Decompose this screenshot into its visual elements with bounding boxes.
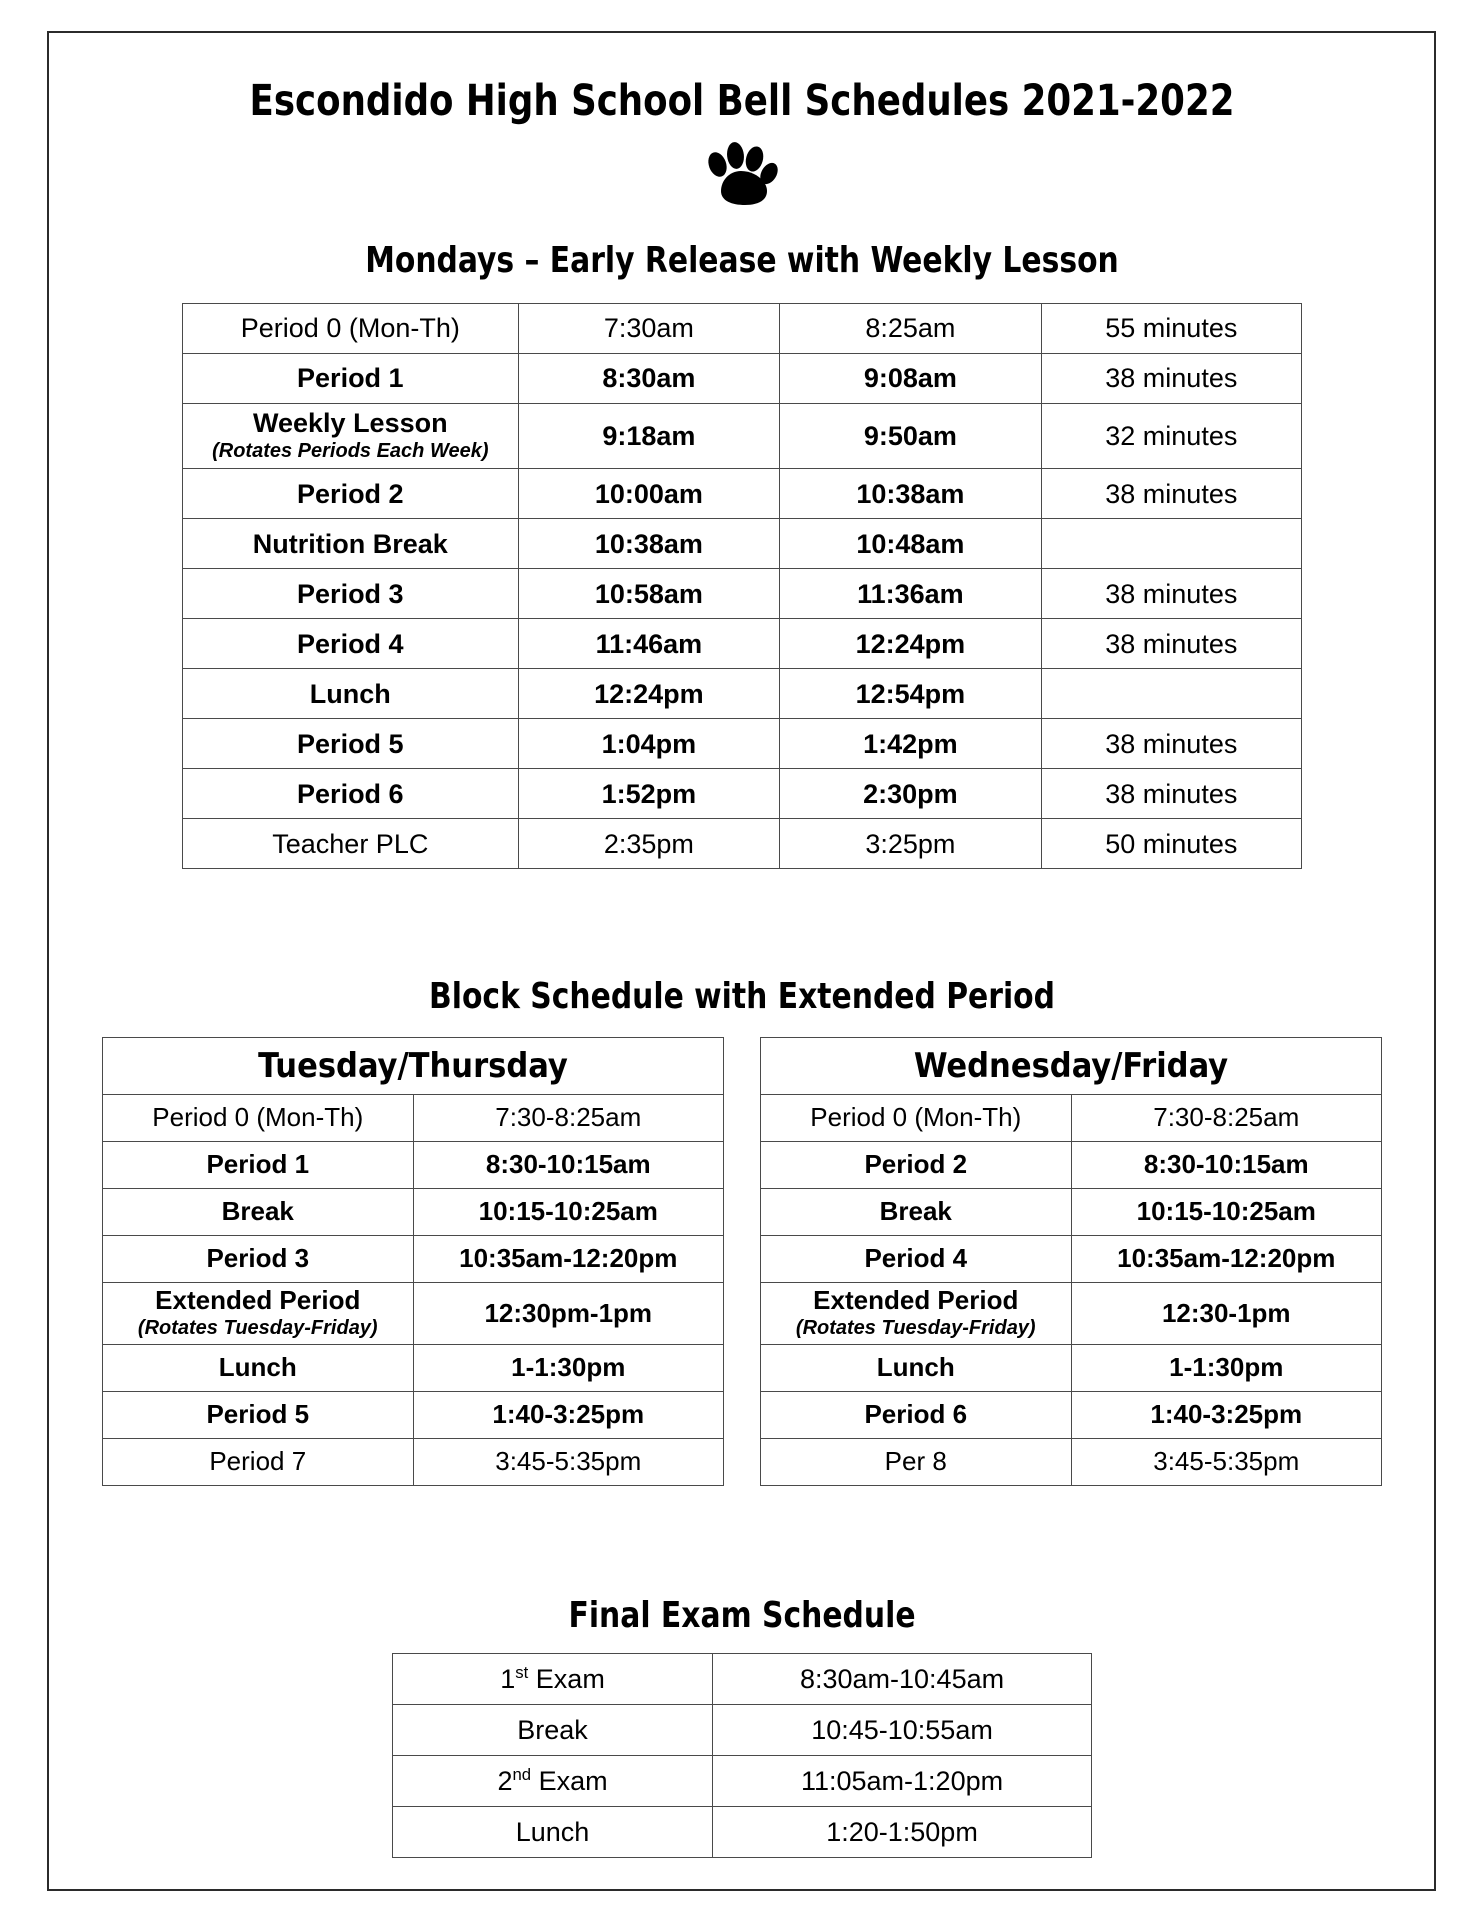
row-label: Break: [393, 1705, 713, 1756]
row-time: 1-1:30pm: [413, 1344, 724, 1391]
table-row: [761, 1188, 1382, 1235]
table-row: [103, 1282, 724, 1344]
mondays-table-container: [0, 303, 1484, 869]
row-time: 10:15-10:25am: [1071, 1188, 1382, 1235]
row-start-time: 10:38am: [518, 519, 780, 569]
row-label: Lunch: [761, 1344, 1072, 1391]
final-exam-table-body: [393, 1654, 1092, 1858]
row-label: Extended Period (Rotates Tuesday-Friday): [103, 1282, 414, 1344]
row-end-time: 11:36am: [780, 569, 1042, 619]
row-label: Per 8: [761, 1438, 1072, 1485]
row-end-time: 9:50am: [780, 403, 1042, 468]
tuesday-thursday-body: [103, 1094, 724, 1485]
row-start-time: 2:35pm: [518, 819, 780, 869]
row-label: Period 4: [183, 619, 519, 669]
row-end-time: 9:08am: [780, 353, 1042, 403]
row-time: 8:30-10:15am: [413, 1141, 724, 1188]
table-row: [183, 469, 1302, 519]
table-row: [183, 519, 1302, 569]
row-time: 10:15-10:25am: [413, 1188, 724, 1235]
wednesday-friday-header: Wednesday/Friday: [761, 1037, 1382, 1094]
row-time: 7:30-8:25am: [1071, 1094, 1382, 1141]
row-label: Period 6: [183, 769, 519, 819]
row-label: Nutrition Break: [183, 519, 519, 569]
row-time: 3:45-5:35pm: [1071, 1438, 1382, 1485]
table-row: [103, 1438, 724, 1485]
row-start-time: 8:30am: [518, 353, 780, 403]
spacer-after-mondays: [0, 869, 1484, 977]
row-label: Period 5: [103, 1391, 414, 1438]
tuesday-thursday-table: [102, 1037, 724, 1486]
row-label: Teacher PLC: [183, 819, 519, 869]
table-row: [761, 1141, 1382, 1188]
mondays-schedule-table: [182, 303, 1302, 869]
table-row: [761, 1235, 1382, 1282]
row-time: 12:30-1pm: [1071, 1282, 1382, 1344]
wednesday-friday-body: [761, 1094, 1382, 1485]
table-row: [761, 1438, 1382, 1485]
row-label: Period 3: [183, 569, 519, 619]
row-end-time: 12:24pm: [780, 619, 1042, 669]
table-row: [103, 1235, 724, 1282]
row-label: Period 0 (Mon-Th): [183, 303, 519, 353]
row-label: Period 6: [761, 1391, 1072, 1438]
table-row: [393, 1705, 1092, 1756]
row-time: 10:35am-12:20pm: [413, 1235, 724, 1282]
row-start-time: 10:58am: [518, 569, 780, 619]
row-end-time: 1:42pm: [780, 719, 1042, 769]
final-exam-schedule-table: [392, 1653, 1092, 1858]
table-row: [183, 769, 1302, 819]
row-start-time: 1:04pm: [518, 719, 780, 769]
row-label: Period 2: [183, 469, 519, 519]
row-time: 1:40-3:25pm: [413, 1391, 724, 1438]
table-row: [183, 819, 1302, 869]
row-label: Period 5: [183, 719, 519, 769]
row-duration: 50 minutes: [1041, 819, 1301, 869]
row-duration: 38 minutes: [1041, 719, 1301, 769]
row-end-time: 10:48am: [780, 519, 1042, 569]
row-start-time: 7:30am: [518, 303, 780, 353]
ordinal-suffix: st: [515, 1663, 529, 1683]
row-end-time: 12:54pm: [780, 669, 1042, 719]
table-row: [393, 1807, 1092, 1858]
row-end-time: 8:25am: [780, 303, 1042, 353]
row-time: 1:40-3:25pm: [1071, 1391, 1382, 1438]
table-row: [183, 303, 1302, 353]
row-label: Lunch: [393, 1807, 713, 1858]
table-row: [761, 1344, 1382, 1391]
table-row: [761, 1094, 1382, 1141]
final-exam-table-container: [0, 1653, 1484, 1858]
logo-container: [0, 141, 1484, 213]
tuesday-thursday-header: Tuesday/Thursday: [103, 1037, 724, 1094]
row-label: Weekly Lesson (Rotates Periods Each Week): [183, 403, 519, 468]
row-time: 11:05am-1:20pm: [713, 1756, 1092, 1807]
table-row: [761, 1282, 1382, 1344]
table-row: [393, 1756, 1092, 1807]
row-label: Period 1: [103, 1141, 414, 1188]
row-label: Period 1: [183, 353, 519, 403]
row-time: 8:30-10:15am: [1071, 1141, 1382, 1188]
row-time: 1-1:30pm: [1071, 1344, 1382, 1391]
row-label: 1st Exam: [393, 1654, 713, 1705]
row-start-time: 1:52pm: [518, 769, 780, 819]
row-label: 2nd Exam: [393, 1756, 713, 1807]
row-label: Lunch: [103, 1344, 414, 1391]
block-section-heading: Block Schedule with Extended Period: [429, 976, 1055, 1018]
table-row: [103, 1094, 724, 1141]
row-end-time: 2:30pm: [780, 769, 1042, 819]
row-duration: [1041, 669, 1301, 719]
row-label: Break: [103, 1188, 414, 1235]
table-row: [183, 353, 1302, 403]
table-row: [103, 1344, 724, 1391]
row-note: (Rotates Tuesday-Friday): [137, 1316, 378, 1339]
row-duration: 38 minutes: [1041, 469, 1301, 519]
table-row: [183, 403, 1302, 468]
paw-print-icon: [705, 141, 779, 207]
row-duration: 38 minutes: [1041, 769, 1301, 819]
row-time: 3:45-5:35pm: [413, 1438, 724, 1485]
spacer-after-block: [0, 1486, 1484, 1596]
row-time: 7:30-8:25am: [413, 1094, 724, 1141]
wednesday-friday-table: [760, 1037, 1382, 1486]
ordinal-suffix: nd: [512, 1765, 532, 1785]
table-row: [103, 1141, 724, 1188]
row-label: Break: [761, 1188, 1072, 1235]
table-row: [183, 669, 1302, 719]
row-duration: 32 minutes: [1041, 403, 1301, 468]
table-row: [183, 719, 1302, 769]
row-label: Period 0 (Mon-Th): [103, 1094, 414, 1141]
row-time: 1:20-1:50pm: [713, 1807, 1092, 1858]
block-tables-container: [0, 1037, 1484, 1486]
row-time: 8:30am-10:45am: [713, 1654, 1092, 1705]
row-start-time: 12:24pm: [518, 669, 780, 719]
row-label: Period 2: [761, 1141, 1072, 1188]
row-time: 10:45-10:55am: [713, 1705, 1092, 1756]
mondays-section-heading: Mondays – Early Release with Weekly Lesson: [365, 240, 1119, 282]
row-label: Period 3: [103, 1235, 414, 1282]
final-exam-section-heading: Final Exam Schedule: [568, 1594, 916, 1636]
row-label: Lunch: [183, 669, 519, 719]
table-row: [761, 1391, 1382, 1438]
table-row: [183, 619, 1302, 669]
row-duration: [1041, 519, 1301, 569]
row-start-time: 9:18am: [518, 403, 780, 468]
table-row: [183, 569, 1302, 619]
row-label: Period 0 (Mon-Th): [761, 1094, 1072, 1141]
row-duration: 55 minutes: [1041, 303, 1301, 353]
mondays-table-body: [183, 303, 1302, 868]
row-time: 12:30pm-1pm: [413, 1282, 724, 1344]
table-row: [393, 1654, 1092, 1705]
page-title: Escondido High School Bell Schedules 2021-2022: [249, 76, 1235, 126]
row-duration: 38 minutes: [1041, 619, 1301, 669]
row-note: (Rotates Periods Each Week): [212, 440, 489, 463]
row-note: (Rotates Tuesday-Friday): [795, 1316, 1036, 1339]
table-row: [103, 1188, 724, 1235]
row-time: 10:35am-12:20pm: [1071, 1235, 1382, 1282]
row-label: Period 4: [761, 1235, 1072, 1282]
row-label: Extended Period (Rotates Tuesday-Friday): [761, 1282, 1072, 1344]
row-label: Period 7: [103, 1438, 414, 1485]
row-start-time: 11:46am: [518, 619, 780, 669]
row-end-time: 10:38am: [780, 469, 1042, 519]
table-row: [103, 1391, 724, 1438]
row-start-time: 10:00am: [518, 469, 780, 519]
row-duration: 38 minutes: [1041, 569, 1301, 619]
row-duration: 38 minutes: [1041, 353, 1301, 403]
row-end-time: 3:25pm: [780, 819, 1042, 869]
table-header-row: [761, 1037, 1382, 1094]
table-header-row: [103, 1037, 724, 1094]
